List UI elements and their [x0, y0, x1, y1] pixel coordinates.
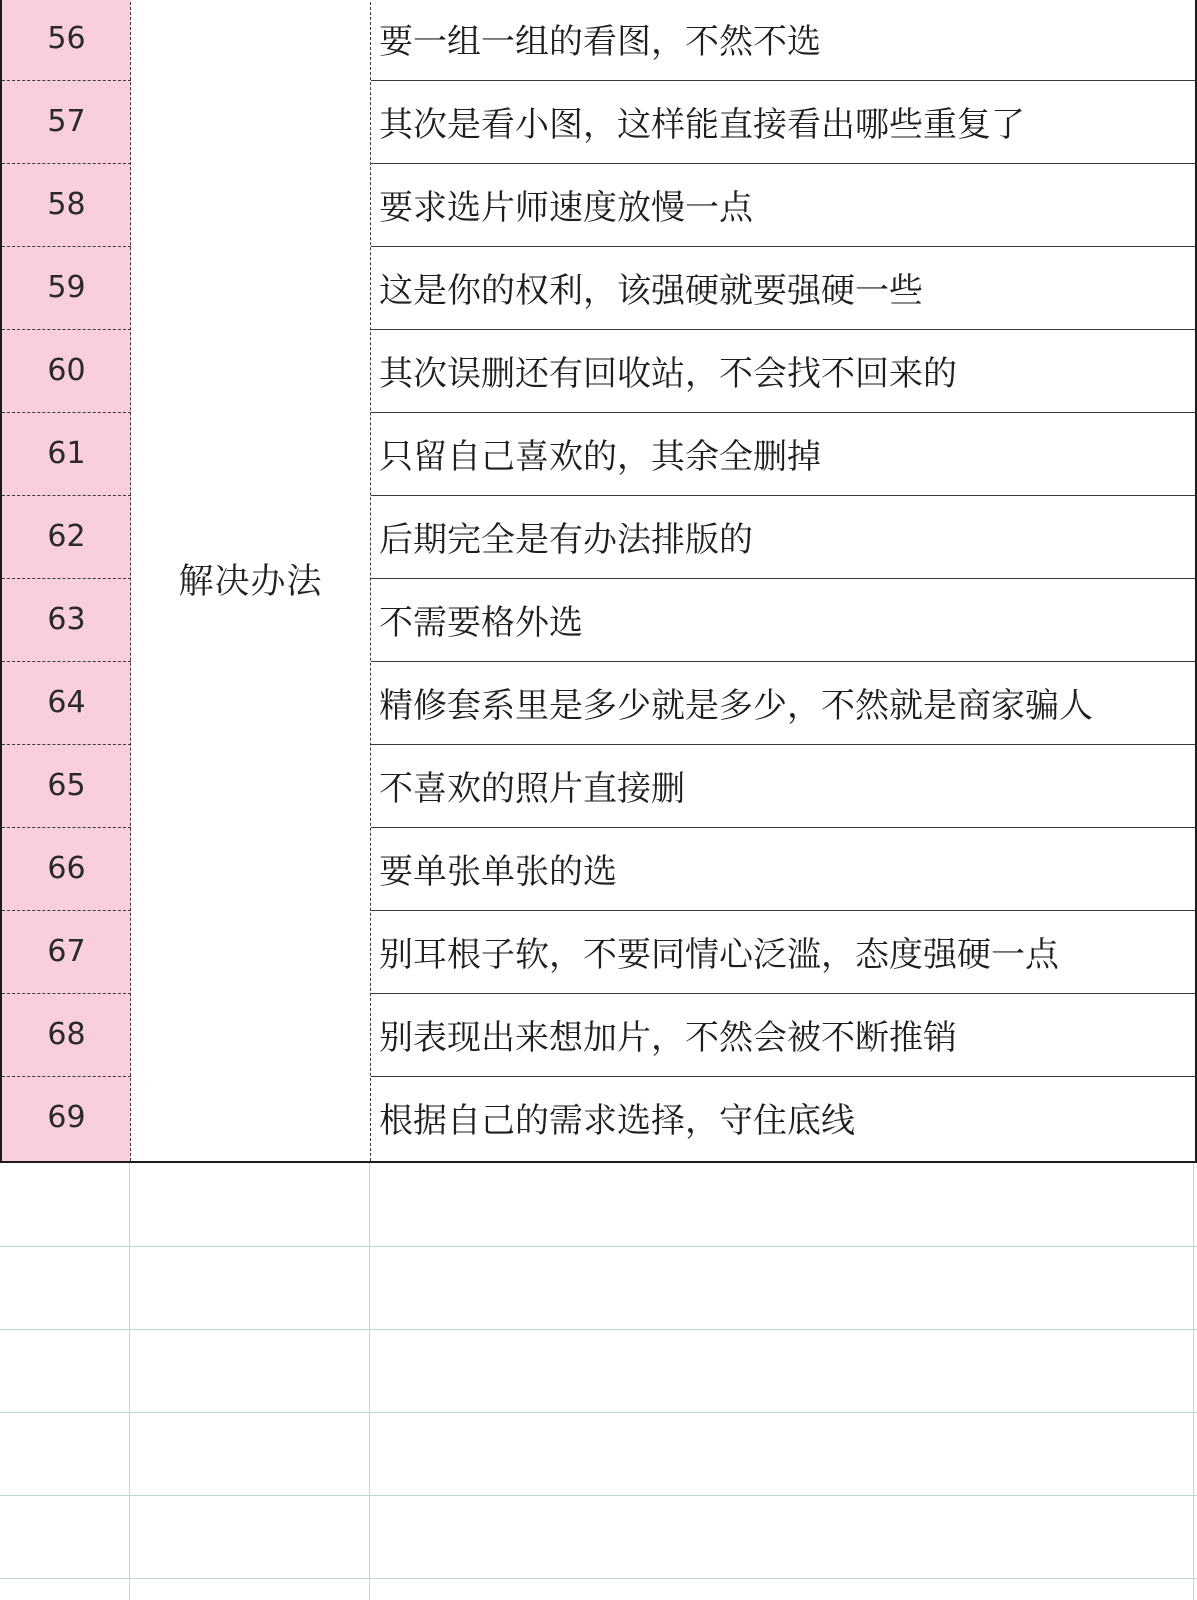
grid-line [0, 1495, 1197, 1496]
row-text-cell[interactable]: 不喜欢的照片直接删 [379, 769, 685, 809]
row-text-cell[interactable]: 只留自己喜欢的，其余全删掉 [379, 437, 821, 477]
row-number-cell[interactable]: 64 [47, 685, 86, 720]
row-number-cell[interactable]: 68 [47, 1017, 86, 1052]
row-divider [2, 495, 131, 496]
row-divider [371, 827, 1195, 828]
row-divider [2, 910, 131, 911]
row-text-cell[interactable]: 其次是看小图，这样能直接看出哪些重复了 [379, 105, 1025, 145]
row-text-cell[interactable]: 精修套系里是多少就是多少，不然就是商家骗人 [379, 686, 1093, 726]
row-number-cell[interactable]: 62 [47, 519, 86, 554]
grid-line [0, 1246, 1197, 1247]
row-number-cell[interactable]: 65 [47, 768, 86, 803]
row-text-cell[interactable]: 别表现出来想加片，不然会被不断推销 [379, 1018, 957, 1058]
row-divider [371, 329, 1195, 330]
row-divider [371, 163, 1195, 164]
row-divider [371, 744, 1195, 745]
row-number-cell[interactable]: 59 [47, 270, 86, 305]
row-divider [371, 910, 1195, 911]
row-text-cell[interactable]: 后期完全是有办法排版的 [379, 520, 753, 560]
row-number-cell[interactable]: 67 [47, 934, 86, 969]
row-text-cell[interactable]: 不需要格外选 [379, 603, 583, 643]
row-number-cell[interactable]: 60 [47, 353, 86, 388]
row-divider [371, 1076, 1195, 1077]
row-divider [2, 412, 131, 413]
row-text-cell[interactable]: 要一组一组的看图，不然不选 [379, 22, 821, 62]
grid-line [369, 1163, 370, 1600]
grid-line [129, 1163, 130, 1600]
row-number-cell[interactable]: 69 [47, 1100, 86, 1135]
row-number-cell[interactable]: 63 [47, 602, 86, 637]
row-divider [2, 578, 131, 579]
row-number-cell[interactable]: 58 [47, 187, 86, 222]
row-number-cell[interactable]: 57 [47, 104, 86, 139]
row-divider [2, 246, 131, 247]
row-divider [2, 661, 131, 662]
row-text-cell[interactable]: 根据自己的需求选择，守住底线 [379, 1101, 855, 1141]
row-divider [371, 80, 1195, 81]
row-divider [2, 744, 131, 745]
row-divider [371, 578, 1195, 579]
row-text-cell[interactable]: 这是你的权利，该强硬就要强硬一些 [379, 271, 923, 311]
row-divider [371, 993, 1195, 994]
row-divider [371, 246, 1195, 247]
grid-line [0, 1412, 1197, 1413]
row-divider [2, 993, 131, 994]
row-number-cell[interactable]: 56 [47, 21, 86, 56]
row-text-cell[interactable]: 别耳根子软，不要同情心泛滥，态度强硬一点 [379, 935, 1059, 975]
row-text-cell[interactable]: 其次误删还有回收站，不会找不回来的 [379, 354, 957, 394]
row-text-cell[interactable]: 要单张单张的选 [379, 852, 617, 892]
row-divider [371, 412, 1195, 413]
category-cell[interactable] [131, 0, 371, 1161]
row-divider [2, 1076, 131, 1077]
row-divider [371, 495, 1195, 496]
grid-line [0, 1329, 1197, 1330]
row-divider [2, 329, 131, 330]
row-number-cell[interactable]: 66 [47, 851, 86, 886]
grid-line [0, 1578, 1197, 1579]
row-divider [371, 661, 1195, 662]
category-label: 解决办法 [178, 562, 323, 602]
row-text-cell[interactable]: 要求选片师速度放慢一点 [379, 188, 753, 228]
row-divider [2, 80, 131, 81]
row-divider [2, 827, 131, 828]
grid-line [1193, 1163, 1194, 1600]
row-number-cell[interactable]: 61 [47, 436, 86, 471]
row-divider [2, 163, 131, 164]
